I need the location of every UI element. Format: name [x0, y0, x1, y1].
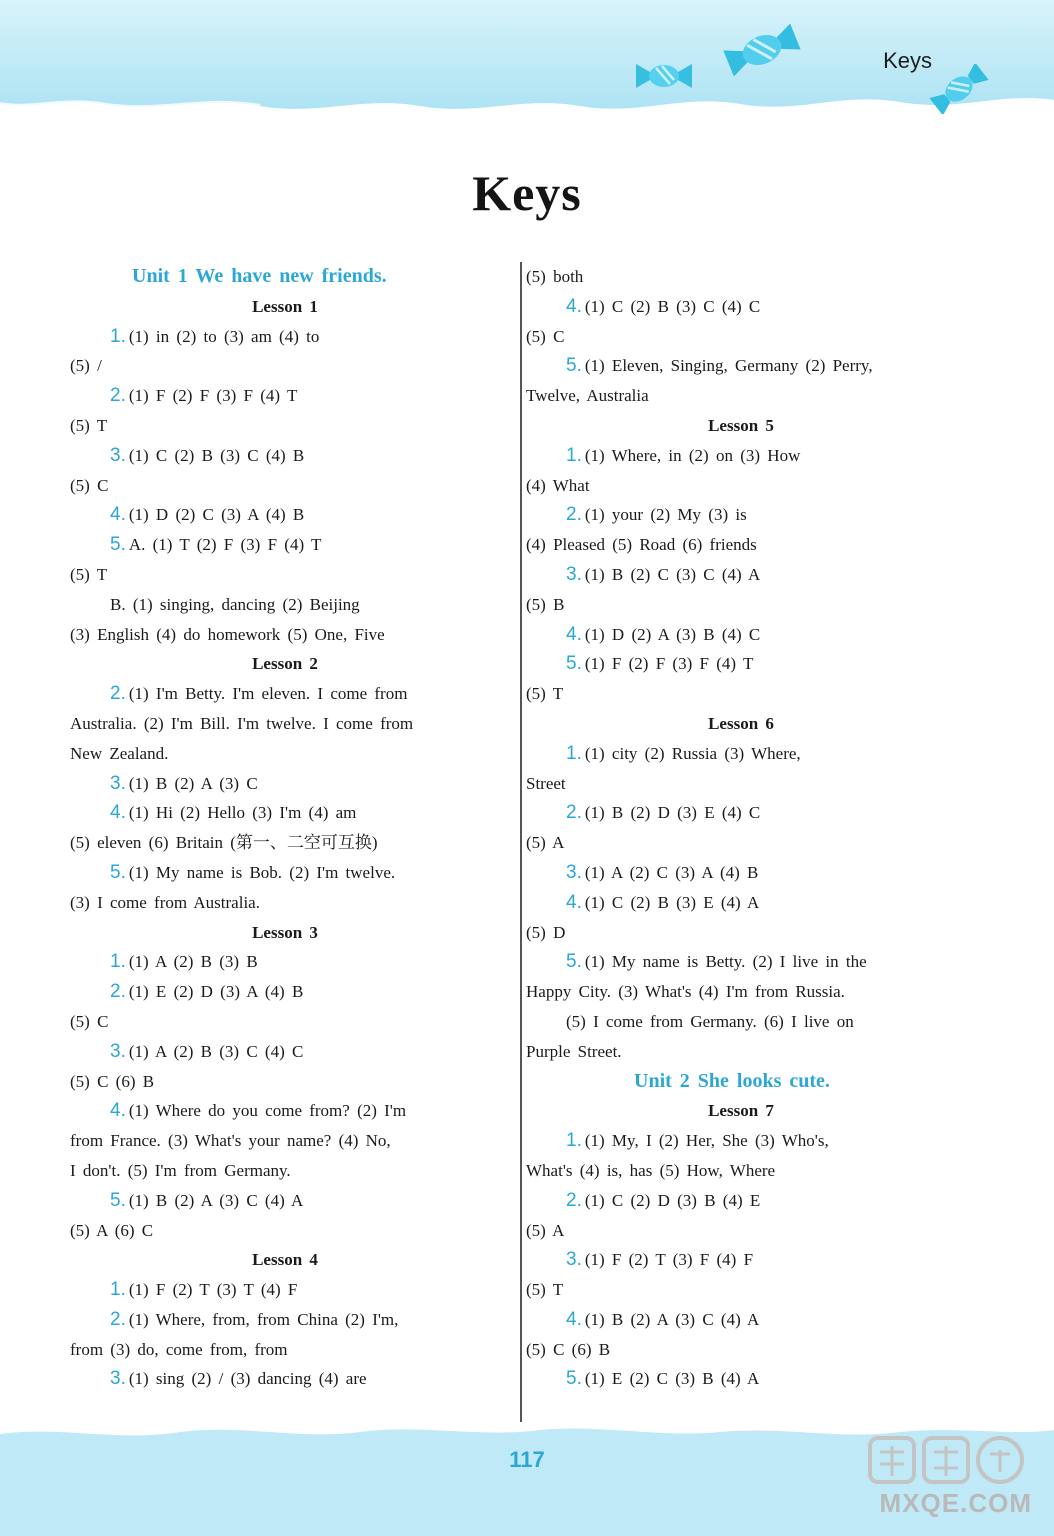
answer-text: (1) My name is Betty. (2) I live in the — [584, 952, 867, 972]
answer-text: A. (1) T (2) F (3) F (4) T — [128, 535, 322, 555]
answer-text: (1) B (2) D (3) E (4) C — [584, 803, 761, 823]
question-number: 4. — [566, 623, 582, 645]
page-number: 117 — [509, 1447, 545, 1472]
left-column — [70, 262, 500, 1394]
answer-line — [70, 590, 500, 620]
answer-line — [70, 739, 500, 769]
answer-text: (1) F (2) F (3) F (4) T — [584, 654, 754, 674]
answer-text: (5) D — [526, 922, 566, 942]
question-number: 2. — [110, 1308, 126, 1330]
answer-text: (1) B (2) C (3) C (4) A — [584, 564, 761, 584]
column-divider — [520, 262, 522, 1422]
answer-text: (5) I come from Germany. (6) I live on — [566, 1011, 854, 1031]
question-number: 1. — [110, 951, 126, 973]
watermark-logo-icon — [866, 1432, 1026, 1488]
answer-line — [526, 828, 956, 858]
question-number: 1. — [566, 742, 582, 764]
question-number: 5. — [110, 534, 126, 556]
answer-text: Lesson 4 — [252, 1250, 318, 1270]
answer-line — [70, 679, 500, 709]
question-number: 3. — [566, 563, 582, 585]
answer-line — [70, 1126, 500, 1156]
answer-text: (5) both — [526, 267, 584, 286]
answer-text: (1) C (2) D (3) B (4) E — [584, 1190, 761, 1210]
answer-text: I don't. (5) I'm from Germany. — [70, 1160, 291, 1180]
header-section-label: Keys — [883, 48, 932, 73]
question-number: 5. — [566, 1368, 582, 1390]
question-number: 2. — [566, 504, 582, 526]
answer-line — [70, 411, 500, 441]
answer-text: (5) T — [70, 564, 108, 584]
answer-line — [70, 441, 500, 471]
answer-line — [526, 1335, 956, 1365]
answer-line — [526, 530, 956, 560]
answer-text: Australia. (2) I'm Bill. I'm twelve. I come from — [70, 713, 414, 733]
answer-line — [70, 1216, 500, 1246]
answer-line — [526, 1364, 956, 1394]
answer-text: Lesson 7 — [708, 1101, 774, 1121]
lesson-heading — [70, 649, 500, 679]
answer-line — [70, 1305, 500, 1335]
answer-text: (5) C (6) B — [70, 1071, 155, 1091]
answer-line — [526, 1245, 956, 1275]
answer-line — [70, 1335, 500, 1365]
answer-text: (1) in (2) to (3) am (4) to — [128, 326, 320, 346]
answer-text: from (3) do, come from, from — [70, 1339, 288, 1359]
answer-text: Happy City. (3) What's (4) I'm from Russia. — [526, 982, 845, 1002]
answer-text: (1) Hi (2) Hello (3) I'm (4) am — [128, 803, 357, 823]
answer-text: (1) A (2) B (3) B — [128, 952, 258, 972]
answer-line — [70, 1364, 500, 1394]
answer-line — [526, 381, 956, 411]
answer-text: (5) A — [526, 833, 565, 853]
question-number: 1. — [566, 444, 582, 466]
answer-text: What's (4) is, has (5) How, Where — [526, 1160, 776, 1180]
answer-text: (1) your (2) My (3) is — [584, 505, 747, 525]
unit-heading — [70, 262, 500, 292]
answer-line — [70, 769, 500, 799]
answer-line — [526, 1305, 956, 1335]
answer-line — [526, 798, 956, 828]
answer-text: (1) F (2) T (3) T (4) F — [128, 1280, 298, 1300]
answer-line — [526, 1126, 956, 1156]
answer-line — [70, 471, 500, 501]
answer-line — [526, 620, 956, 650]
answer-text: (1) D (2) A (3) B (4) C — [584, 624, 761, 644]
answer-text: (5) C — [526, 326, 565, 346]
question-number: 5. — [110, 1189, 126, 1211]
answer-line — [70, 947, 500, 977]
answer-line — [70, 560, 500, 590]
answer-text: (1) sing (2) / (3) dancing (4) are — [128, 1369, 367, 1389]
question-number: 2. — [110, 385, 126, 407]
lesson-heading — [526, 1096, 956, 1126]
answer-text: Lesson 3 — [252, 922, 318, 942]
answer-line — [70, 1186, 500, 1216]
answer-text: (1) E (2) C (3) B (4) A — [584, 1369, 760, 1389]
answer-text: New Zealand. — [70, 743, 169, 763]
answer-line — [526, 441, 956, 471]
watermark-text: MXQE.COM — [879, 1488, 1032, 1518]
answer-line — [70, 351, 500, 381]
answer-text: (5) C — [70, 1011, 109, 1031]
answer-text: (1) city (2) Russia (3) Where, — [584, 743, 801, 763]
right-column — [526, 262, 956, 1394]
answer-line — [526, 590, 956, 620]
question-number: 4. — [566, 295, 582, 317]
answer-text: Unit 2 She looks cute. — [634, 1069, 830, 1092]
answer-line — [526, 947, 956, 977]
answer-text: (1) My, I (2) Her, She (3) Who's, — [584, 1131, 829, 1151]
answer-line — [526, 918, 956, 948]
answer-text: Lesson 2 — [252, 654, 318, 674]
answer-line — [526, 560, 956, 590]
question-number: 3. — [110, 444, 126, 466]
question-number: 3. — [566, 1249, 582, 1271]
question-number: 4. — [566, 891, 582, 913]
answer-line — [70, 530, 500, 560]
answer-text: (5) T — [526, 1280, 564, 1300]
answer-line — [70, 858, 500, 888]
question-number: 3. — [110, 772, 126, 794]
answer-text: (1) B (2) A (3) C (4) A — [128, 1190, 304, 1210]
answer-text: (1) D (2) C (3) A (4) B — [128, 505, 305, 525]
lesson-heading — [526, 411, 956, 441]
unit-heading — [526, 1067, 956, 1097]
question-number: 2. — [110, 981, 126, 1003]
answer-text: (1) Where, in (2) on (3) How — [584, 445, 801, 465]
answer-line — [526, 1275, 956, 1305]
answer-line — [526, 322, 956, 352]
answer-text: (1) Where, from, from China (2) I'm, — [128, 1309, 399, 1329]
question-number: 5. — [566, 951, 582, 973]
answer-text: (4) What — [526, 475, 590, 495]
answer-line — [526, 351, 956, 381]
answer-text: (3) English (4) do homework (5) One, Five — [70, 624, 385, 644]
answer-line — [70, 888, 500, 918]
answer-line — [526, 262, 956, 292]
answer-line — [70, 709, 500, 739]
page-title: Keys — [472, 165, 582, 221]
answer-line — [70, 1067, 500, 1097]
answer-line — [70, 977, 500, 1007]
answer-line — [70, 1007, 500, 1037]
question-number: 4. — [110, 802, 126, 824]
answer-line — [526, 769, 956, 799]
answer-line — [526, 500, 956, 530]
answer-text: (5) / — [70, 356, 102, 376]
lesson-heading — [70, 292, 500, 322]
answer-line — [70, 1156, 500, 1186]
question-number: 2. — [566, 802, 582, 824]
answer-text: from France. (3) What's your name? (4) No, — [70, 1131, 391, 1151]
lesson-heading — [70, 918, 500, 948]
answer-line — [70, 322, 500, 352]
answer-line — [70, 381, 500, 411]
answer-text: Purple Street. — [526, 1041, 622, 1061]
answer-line — [526, 1007, 956, 1037]
answer-line — [70, 1037, 500, 1067]
answer-text: (1) C (2) B (3) C (4) B — [128, 445, 305, 465]
candy-icon — [722, 24, 802, 76]
answer-text: (5) C — [70, 475, 109, 495]
answer-line — [526, 471, 956, 501]
answer-line — [526, 1037, 956, 1067]
answer-line — [70, 500, 500, 530]
answer-text: (5) T — [526, 684, 564, 704]
answer-text: (1) A (2) B (3) C (4) C — [128, 1041, 304, 1061]
answer-line — [526, 858, 956, 888]
answer-text: Lesson 1 — [252, 296, 318, 316]
answer-text: (1) I'm Betty. I'm eleven. I come from — [128, 684, 408, 704]
answer-text: (1) B (2) A (3) C (4) A — [584, 1309, 760, 1329]
answer-text: (1) A (2) C (3) A (4) B — [584, 862, 759, 882]
question-number: 3. — [110, 1040, 126, 1062]
answer-text: (1) F (2) F (3) F (4) T — [128, 386, 298, 406]
question-number: 1. — [110, 1279, 126, 1301]
answer-line — [70, 828, 500, 858]
answer-text: (5) T — [70, 415, 108, 435]
answer-text: (1) E (2) D (3) A (4) B — [128, 982, 304, 1002]
answer-line — [526, 1216, 956, 1246]
question-number: 5. — [566, 653, 582, 675]
question-number: 3. — [110, 1368, 126, 1390]
answer-text: (5) A — [526, 1220, 565, 1240]
answer-line — [526, 679, 956, 709]
answer-text: (1) C (2) B (3) E (4) A — [584, 892, 760, 912]
answer-text: (1) B (2) A (3) C — [128, 773, 258, 793]
lesson-heading — [70, 1245, 500, 1275]
answer-text: (3) I come from Australia. — [70, 892, 260, 912]
answer-text: Street — [526, 773, 566, 793]
answer-line — [526, 739, 956, 769]
question-number: 3. — [566, 861, 582, 883]
answer-text: Lesson 6 — [708, 713, 774, 733]
answer-text: (5) C (6) B — [526, 1339, 611, 1359]
answer-text: (1) Where do you come from? (2) I'm — [128, 1101, 407, 1121]
answer-text: Lesson 5 — [708, 415, 774, 435]
lesson-heading — [526, 709, 956, 739]
answer-text: (4) Pleased (5) Road (6) friends — [526, 535, 757, 555]
question-number: 4. — [566, 1308, 582, 1330]
answer-text: (5) A (6) C — [70, 1220, 154, 1240]
answer-text: (1) F (2) T (3) F (4) F — [584, 1250, 754, 1270]
question-number: 5. — [566, 355, 582, 377]
question-number: 2. — [566, 1189, 582, 1211]
question-number: 2. — [110, 683, 126, 705]
answer-text: (1) My name is Bob. (2) I'm twelve. — [128, 862, 396, 882]
answer-line — [70, 798, 500, 828]
answer-text: Unit 1 We have new friends. — [132, 265, 387, 287]
answer-text: (5) eleven (6) Britain (第一、二空可互换) — [70, 833, 378, 853]
question-number: 4. — [110, 1100, 126, 1122]
answer-text: B. (1) singing, dancing (2) Beijing — [110, 594, 360, 614]
question-number: 5. — [110, 861, 126, 883]
answer-line — [526, 649, 956, 679]
answer-line — [526, 1156, 956, 1186]
question-number: 1. — [110, 325, 126, 347]
answer-text: Twelve, Australia — [526, 386, 649, 406]
answer-line — [526, 977, 956, 1007]
answer-line — [70, 620, 500, 650]
answer-line — [526, 292, 956, 322]
answer-text: (1) C (2) B (3) C (4) C — [584, 296, 761, 316]
header-band — [0, 0, 1054, 150]
answer-line — [526, 1186, 956, 1216]
answer-line — [70, 1275, 500, 1305]
candy-icon — [928, 64, 990, 114]
answer-text: (1) Eleven, Singing, Germany (2) Perry, — [584, 356, 873, 376]
question-number: 1. — [566, 1130, 582, 1152]
candy-icon — [634, 58, 694, 94]
answer-line — [526, 888, 956, 918]
answer-text: (5) B — [526, 594, 565, 614]
question-number: 4. — [110, 504, 126, 526]
answer-line — [70, 1096, 500, 1126]
